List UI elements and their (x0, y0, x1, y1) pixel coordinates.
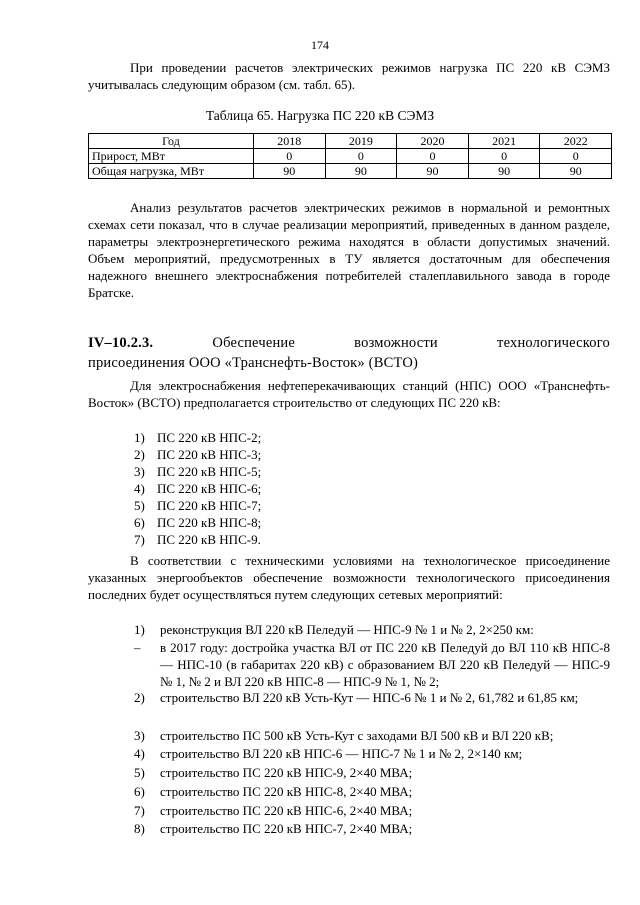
table-year: 2021 (468, 134, 540, 149)
table-cell: 0 (468, 149, 540, 164)
analysis-paragraph: Анализ результатов расчетов электрических режимов в нормальной и ремонтных схемах сети показал, что в случае реализации мероприятий, приведенных в данном разделе, параметры электроэнергетического режима находятся в области допустимых значений. Объем мероприятий, предусмотренных в ТУ является достаточным для обеспечения надежного внешнего электроснабжения потребителей сталеплавильного завода в городе Братске. (88, 200, 610, 300)
document-page: 174 При проведении расчетов электрических режимов нагрузка ПС 220 кВ СЭМЗ учитывалась следующим образом (см. табл. 65). Таблица 65. Нагрузка ПС 220 кВ СЭМЗ Год 2018 2019 2020 2021 2022 Прирост, МВт 0 0 0 0 0 Общая нагрузка, МВт 90 90 90 90 90 Анализ результатов расчетов электрических режимов в нормальной и ремонтных схемах сети показал, что в случае реализации мероприятий, приведенных в данном разделе, параметры электроэнергетического режима находятся в области допустимых значений. Объем мероприятий, предусмотренных в ТУ является достаточным для обеспечения надежного внешнего электроснабжения потребителей сталеплавильного завода в городе Братске. IV–10.2.3. Обеспечение возможности технологического присоединения ООО «Транснефть-Восток» (ВСТО) Для электроснабжения нефтеперекачивающих станций (НПС) ООО «Транснефть-Восток» (ВСТО) предполагается строительство от следующих ПС 220 кВ: 1) ПС 220 кВ НПС-2; 2) ПС 220 кВ НПС-3; 3) ПС 220 кВ НПС-5; 4) ПС 220 кВ НПС-6; 5) ПС 220 кВ НПС-7; 6) ПС 220 кВ НПС-8; 7) ПС 220 кВ НПС-9. В соответствии с техническими условиями на технологическое присоединение указанных энергообъектов обеспечение возможности технологического присоединения последних будет осуществляться путем следующих сетевых мероприятий: 1) реконструкция ВЛ 220 кВ Пеледуй — НПС-9 № 1 и № 2, 2×250 км: – в 2017 году: достройка участка ВЛ от ПС 220 кВ Пеледуй до ВЛ 110 кВ НПС-8 — НПС-10 (в габаритах 220 кВ) с образованием ВЛ 220 кВ Пеледуй — НПС-9 № 1, № 2 и ВЛ 220 кВ НПС-8 — НПС-9 № 1, № 2; 2) строительство ВЛ 220 кВ Усть-Кут — НПС-6 № 1 и № 2, 61,782 и 61,85 км; 3) строительство ПС 500 кВ Усть-Кут с заходами ВЛ 500 кВ и ВЛ 220 кВ; 4) строительство ВЛ 220 кВ НПС-6 — НПС-7 № 1 и № 2, 2×140 км; 5) строительство ПС 220 кВ НПС-9, 2×40 МВА; 6) строительство ПС 220 кВ НПС-8, 2×40 МВА; 7) строительство ПС 220 кВ НПС-6, 2×40 МВА; 8) строительство ПС 220 кВ НПС-7, 2×40 МВА; (0, 0, 640, 905)
row-label: Прирост, МВт (89, 149, 254, 164)
table-cell: 0 (254, 149, 326, 164)
table-row (89, 149, 612, 164)
table-header-row (89, 134, 612, 149)
table-cell: 90 (325, 164, 397, 179)
table-year: 2019 (325, 134, 397, 149)
conditions-paragraph: В соответствии с техническими условиями на технологическое присоединение указанных энергообъектов обеспечение возможности технологического присоединения последних будет осуществляться путем следующих сетевых мероприятий: (88, 553, 610, 602)
table-cell: 0 (397, 149, 469, 164)
table-header-label: Год (89, 134, 254, 149)
section-number: IV–10.2.3. (88, 335, 154, 351)
row-label: Общая нагрузка, МВт (89, 164, 254, 179)
load-table (88, 133, 612, 179)
section-heading (88, 333, 610, 373)
table-year: 2020 (397, 134, 469, 149)
table-year: 2022 (540, 134, 612, 149)
page-number: 174 (311, 38, 329, 52)
intro-paragraph: При проведении расчетов электрических режимов нагрузка ПС 220 кВ СЭМЗ учитывалась следующим образом (см. табл. 65). (88, 60, 610, 92)
nps-intro-paragraph: Для электроснабжения нефтеперекачивающих станций (НПС) ООО «Транснефть-Восток» (ВСТО) предполагается строительство от следующих ПС 220 кВ: (88, 378, 610, 410)
table-cell: 90 (468, 164, 540, 179)
section-title-line1: Обеспечение возможности технологического (212, 335, 610, 351)
table-cell: 90 (397, 164, 469, 179)
table-cell: 90 (254, 164, 326, 179)
table-row (89, 164, 612, 179)
table-cell: 0 (325, 149, 397, 164)
table-caption: Таблица 65. Нагрузка ПС 220 кВ СЭМЗ (205, 108, 435, 123)
section-title-line2: присоединения ООО «Транснефть-Восток» (ВСТО) (88, 355, 419, 371)
table-cell: 90 (540, 164, 612, 179)
table-year: 2018 (254, 134, 326, 149)
table-cell: 0 (540, 149, 612, 164)
